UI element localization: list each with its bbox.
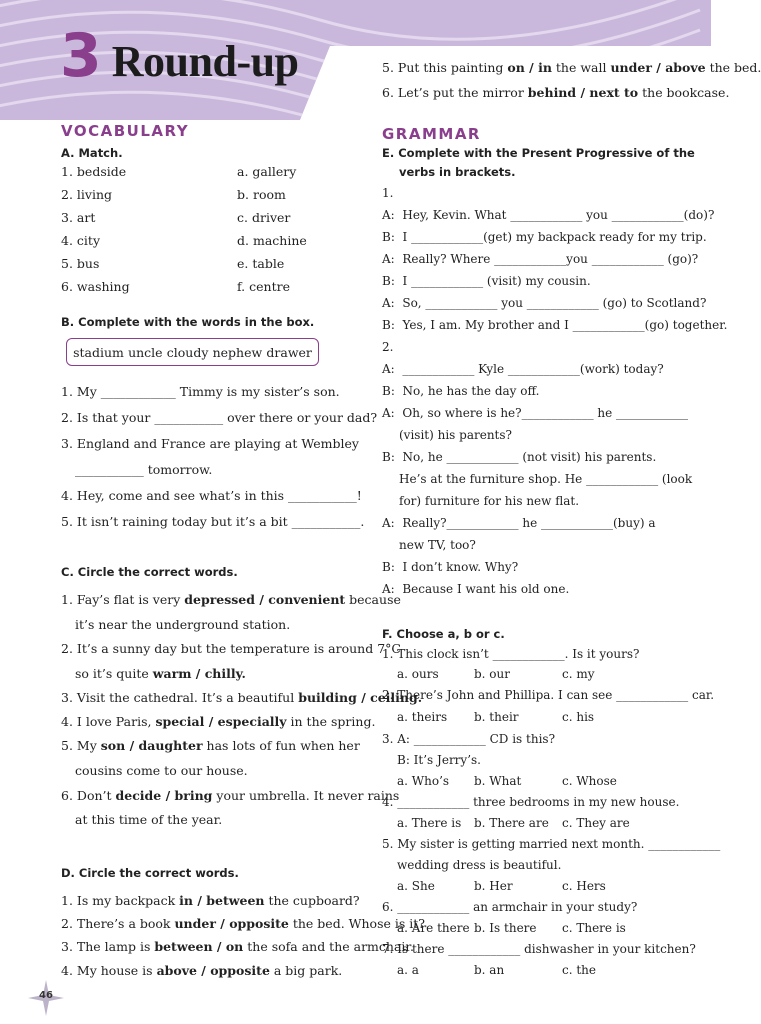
list-item: c. driver	[237, 210, 291, 225]
list-item: d. machine	[237, 233, 307, 248]
dialogue-line: A: Because I want his old one.	[382, 582, 570, 596]
option-c: c. There is	[562, 921, 626, 935]
list-item: 1. Fay’s flat is very depressed / convenient because	[61, 592, 401, 607]
question: 6. ____________ an armchair in your study?	[382, 900, 638, 914]
box-word: drawer	[266, 344, 312, 360]
list-item: 3. art	[61, 210, 96, 225]
dialogue-line: A: Hey, Kevin. What ____________ you ____________(do)?	[382, 208, 715, 222]
task-a-instruction: A. Match.	[61, 146, 123, 160]
list-item: b. room	[237, 187, 286, 202]
unit-number: 3	[60, 21, 102, 91]
option-b: b. Her	[474, 879, 513, 893]
dialogue-line: B: No, he ____________ (not visit) his parents.	[382, 450, 657, 464]
page-number-badge	[28, 980, 64, 1016]
list-item: 1. bedside	[61, 164, 127, 179]
option-c: c. the	[562, 963, 597, 977]
task-e-instruction: E. Complete with the Present Progressive of the	[382, 146, 695, 160]
list-item: 1. My ____________ Timmy is my sister’s son.	[61, 384, 340, 399]
grammar-heading: GRAMMAR	[382, 125, 481, 143]
option-b: b. our	[474, 667, 510, 681]
unit-heading	[60, 21, 299, 91]
option-c: c. his	[562, 710, 595, 724]
option-b: b. There are	[474, 816, 549, 830]
option-a: a. Who’s	[397, 774, 450, 788]
option-a: a. There is	[397, 816, 462, 830]
list-item: 2. It’s a sunny day but the temperature is around 7°C	[61, 641, 401, 656]
task-b-instruction: B. Complete with the words in the box.	[61, 315, 315, 329]
dialogue-line: (visit) his parents?	[399, 428, 512, 442]
question-cont: wedding dress is beautiful.	[397, 858, 562, 872]
list-item: a. gallery	[237, 164, 297, 179]
option-c: c. my	[562, 667, 595, 681]
box-word: nephew	[212, 344, 263, 360]
unit-title: Round-up	[111, 37, 299, 86]
dialogue-line: 2.	[382, 340, 394, 354]
list-item: 1. Is my backpack in / between the cupboard?	[61, 893, 360, 908]
option-a: a. Are there	[397, 921, 470, 935]
dialogue-line: A: So, ____________ you ____________ (go) to Scotland?	[382, 296, 707, 310]
page-number: 46	[39, 990, 53, 1001]
option-a: a. She	[397, 879, 435, 893]
option-c: c. Hers	[562, 879, 606, 893]
question: 2. There’s John and Phillipa. I can see ____________ car.	[382, 688, 715, 702]
list-item: 6. Don’t decide / bring your umbrella. It never rains	[61, 788, 400, 803]
question: 1. This clock isn’t ____________. Is it yours?	[382, 647, 640, 661]
option-c: c. They are	[562, 816, 630, 830]
dialogue-line: B: I ____________(get) my backpack ready for my trip.	[382, 230, 707, 244]
list-item: 6. washing	[61, 279, 130, 294]
dialogue-line: A: Oh, so where is he?____________ he ____________	[382, 406, 689, 420]
list-item: it’s near the underground station.	[75, 617, 291, 632]
dialogue-line: new TV, too?	[399, 538, 476, 552]
option-a: a. ours	[397, 667, 439, 681]
box-word: stadium	[73, 344, 124, 360]
task-d-instruction: D. Circle the correct words.	[61, 866, 239, 880]
dialogue-line: B: I ____________ (visit) my cousin.	[382, 274, 591, 288]
dialogue-line: 1.	[382, 186, 394, 200]
list-item: 4. city	[61, 233, 101, 248]
list-item: 4. Hey, come and see what’s in this ___________!	[61, 488, 362, 503]
list-item: 5. It isn’t raining today but it’s a bit ___________.	[61, 514, 365, 529]
list-item: at this time of the year.	[75, 812, 223, 827]
box-word: cloudy	[166, 344, 209, 360]
list-item: 3. Visit the cathedral. It’s a beautiful building / ceiling.	[61, 690, 423, 705]
dialogue-line: He’s at the furniture shop. He ____________ (look	[399, 472, 693, 486]
list-item: f. centre	[237, 279, 290, 294]
option-b: b. What	[474, 774, 522, 788]
option-c: c. Whose	[562, 774, 617, 788]
list-item: 3. England and France are playing at Wembley	[61, 436, 359, 451]
list-item: 3. The lamp is between / on the sofa and the armchair.	[61, 939, 414, 954]
box-word: uncle	[128, 344, 163, 360]
task-f-instruction: F. Choose a, b or c.	[382, 627, 505, 641]
dialogue-line: A: Really? Where ____________you ____________ (go)?	[382, 252, 699, 266]
list-item: cousins come to our house.	[75, 763, 248, 778]
word-box	[66, 338, 319, 366]
list-item: 5. My son / daughter has lots of fun when her	[61, 738, 360, 753]
list-item: 5. Put this painting on / in the wall under / above the bed.	[382, 60, 761, 75]
option-a: a. theirs	[397, 710, 448, 724]
question: 4. ____________ three bedrooms in my new house.	[382, 795, 680, 809]
list-item: e. table	[237, 256, 285, 271]
question-cont: B: It’s Jerry’s.	[397, 753, 481, 767]
list-item: ___________ tomorrow.	[75, 462, 213, 477]
question: 5. My sister is getting married next month. ____________	[382, 837, 721, 851]
dialogue-line: for) furniture for his new flat.	[399, 494, 580, 508]
option-b: b. Is there	[474, 921, 537, 935]
list-item: so it’s quite warm / chilly.	[75, 666, 246, 681]
list-item: 2. Is that your ___________ over there or your dad?	[61, 410, 378, 425]
dialogue-line: B: No, he has the day off.	[382, 384, 540, 398]
dialogue-line: B: Yes, I am. My brother and I ____________(go) together.	[382, 318, 728, 332]
dialogue-line: B: I don’t know. Why?	[382, 560, 519, 574]
list-item: 6. Let’s put the mirror behind / next to the bookcase.	[382, 85, 730, 100]
dialogue-line: A: Really?____________ he ____________(buy) a	[382, 516, 656, 530]
task-c-instruction: C. Circle the correct words.	[61, 565, 238, 579]
question: 7. Is there ____________ dishwasher in your kitchen?	[382, 942, 696, 956]
dialogue-line: A: ____________ Kyle ____________(work) today?	[382, 362, 664, 376]
option-b: b. their	[474, 710, 519, 724]
list-item: 5. bus	[61, 256, 100, 271]
option-b: b. an	[474, 963, 505, 977]
vocabulary-heading: VOCABULARY	[61, 122, 190, 140]
question: 3. A: ____________ CD is this?	[382, 732, 556, 746]
list-item: 2. There’s a book under / opposite the bed. Whose is it?	[61, 916, 425, 931]
list-item: 4. I love Paris, special / especially in the spring.	[61, 714, 376, 729]
list-item: 4. My house is above / opposite a big park.	[61, 963, 343, 978]
task-e-instruction-cont: verbs in brackets.	[399, 165, 516, 179]
option-a: a. a	[397, 963, 419, 977]
list-item: 2. living	[61, 187, 113, 202]
